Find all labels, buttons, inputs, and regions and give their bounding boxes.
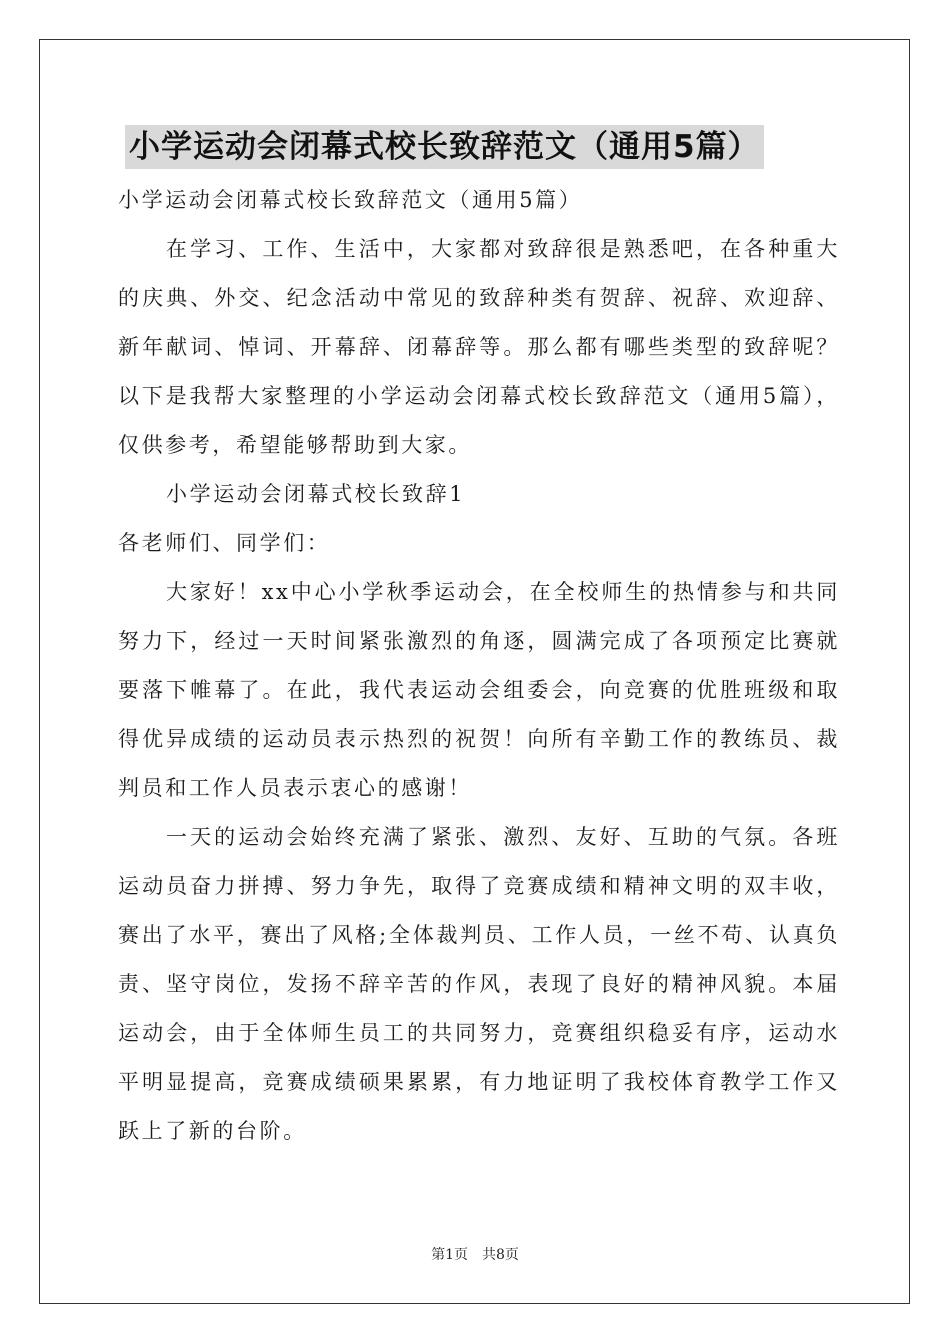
- page-footer: 第1页 共8页: [431, 1247, 519, 1263]
- section-heading: 小学运动会闭幕式校长致辞1: [166, 482, 466, 506]
- salutation: 各老师们、同学们：: [118, 531, 331, 555]
- body-paragraph-1: 大家好！xx中心小学秋季运动会，在全校师生的热情参与和共同努力下，经过一天时间紧张激烈的角逐，圆满完成了各项预定比赛就要落下帷幕了。在此，我代表运动会组委会，向竞赛的优胜班级和取得优异成绩的运动员表示热烈的祝贺！向所有辛勤工作的教练员、裁判员和工作人员表示衷心的感谢！: [118, 580, 840, 800]
- body-paragraph-2: 一天的运动会始终充满了紧张、激烈、友好、互助的气氛。各班运动员奋力拼搏、努力争先，取得了竞赛成绩和精神文明的双丰收，赛出了水平，赛出了风格;全体裁判员、工作人员，一丝不苟、认真负责、坚守岗位，发扬不辞辛苦的作风，表现了良好的精神风貌。本届运动会，由于全体师生员工的共同努力，竞赛组织稳妥有序，运动水平明显提高，竞赛成绩硕果累累，有力地证明了我校体育教学工作又跃上了新的台阶。: [118, 825, 840, 1143]
- intro-paragraph: 在学习、工作、生活中，大家都对致辞很是熟悉吧，在各种重大的庆典、外交、纪念活动中常见的致辞种类有贺辞、祝辞、欢迎辞、新年献词、悼词、开幕辞、闭幕辞等。那么都有哪些类型的致辞呢？以下是我帮大家整理的小学运动会闭幕式校长致辞范文（通用5篇），仅供参考，希望能够帮助到大家。: [118, 237, 840, 457]
- document-title: 小学运动会闭幕式校长致辞范文（通用5篇）: [125, 125, 764, 169]
- document-body: [118, 176, 840, 1156]
- document-subtitle: 小学运动会闭幕式校长致辞范文（通用5篇）: [118, 188, 583, 212]
